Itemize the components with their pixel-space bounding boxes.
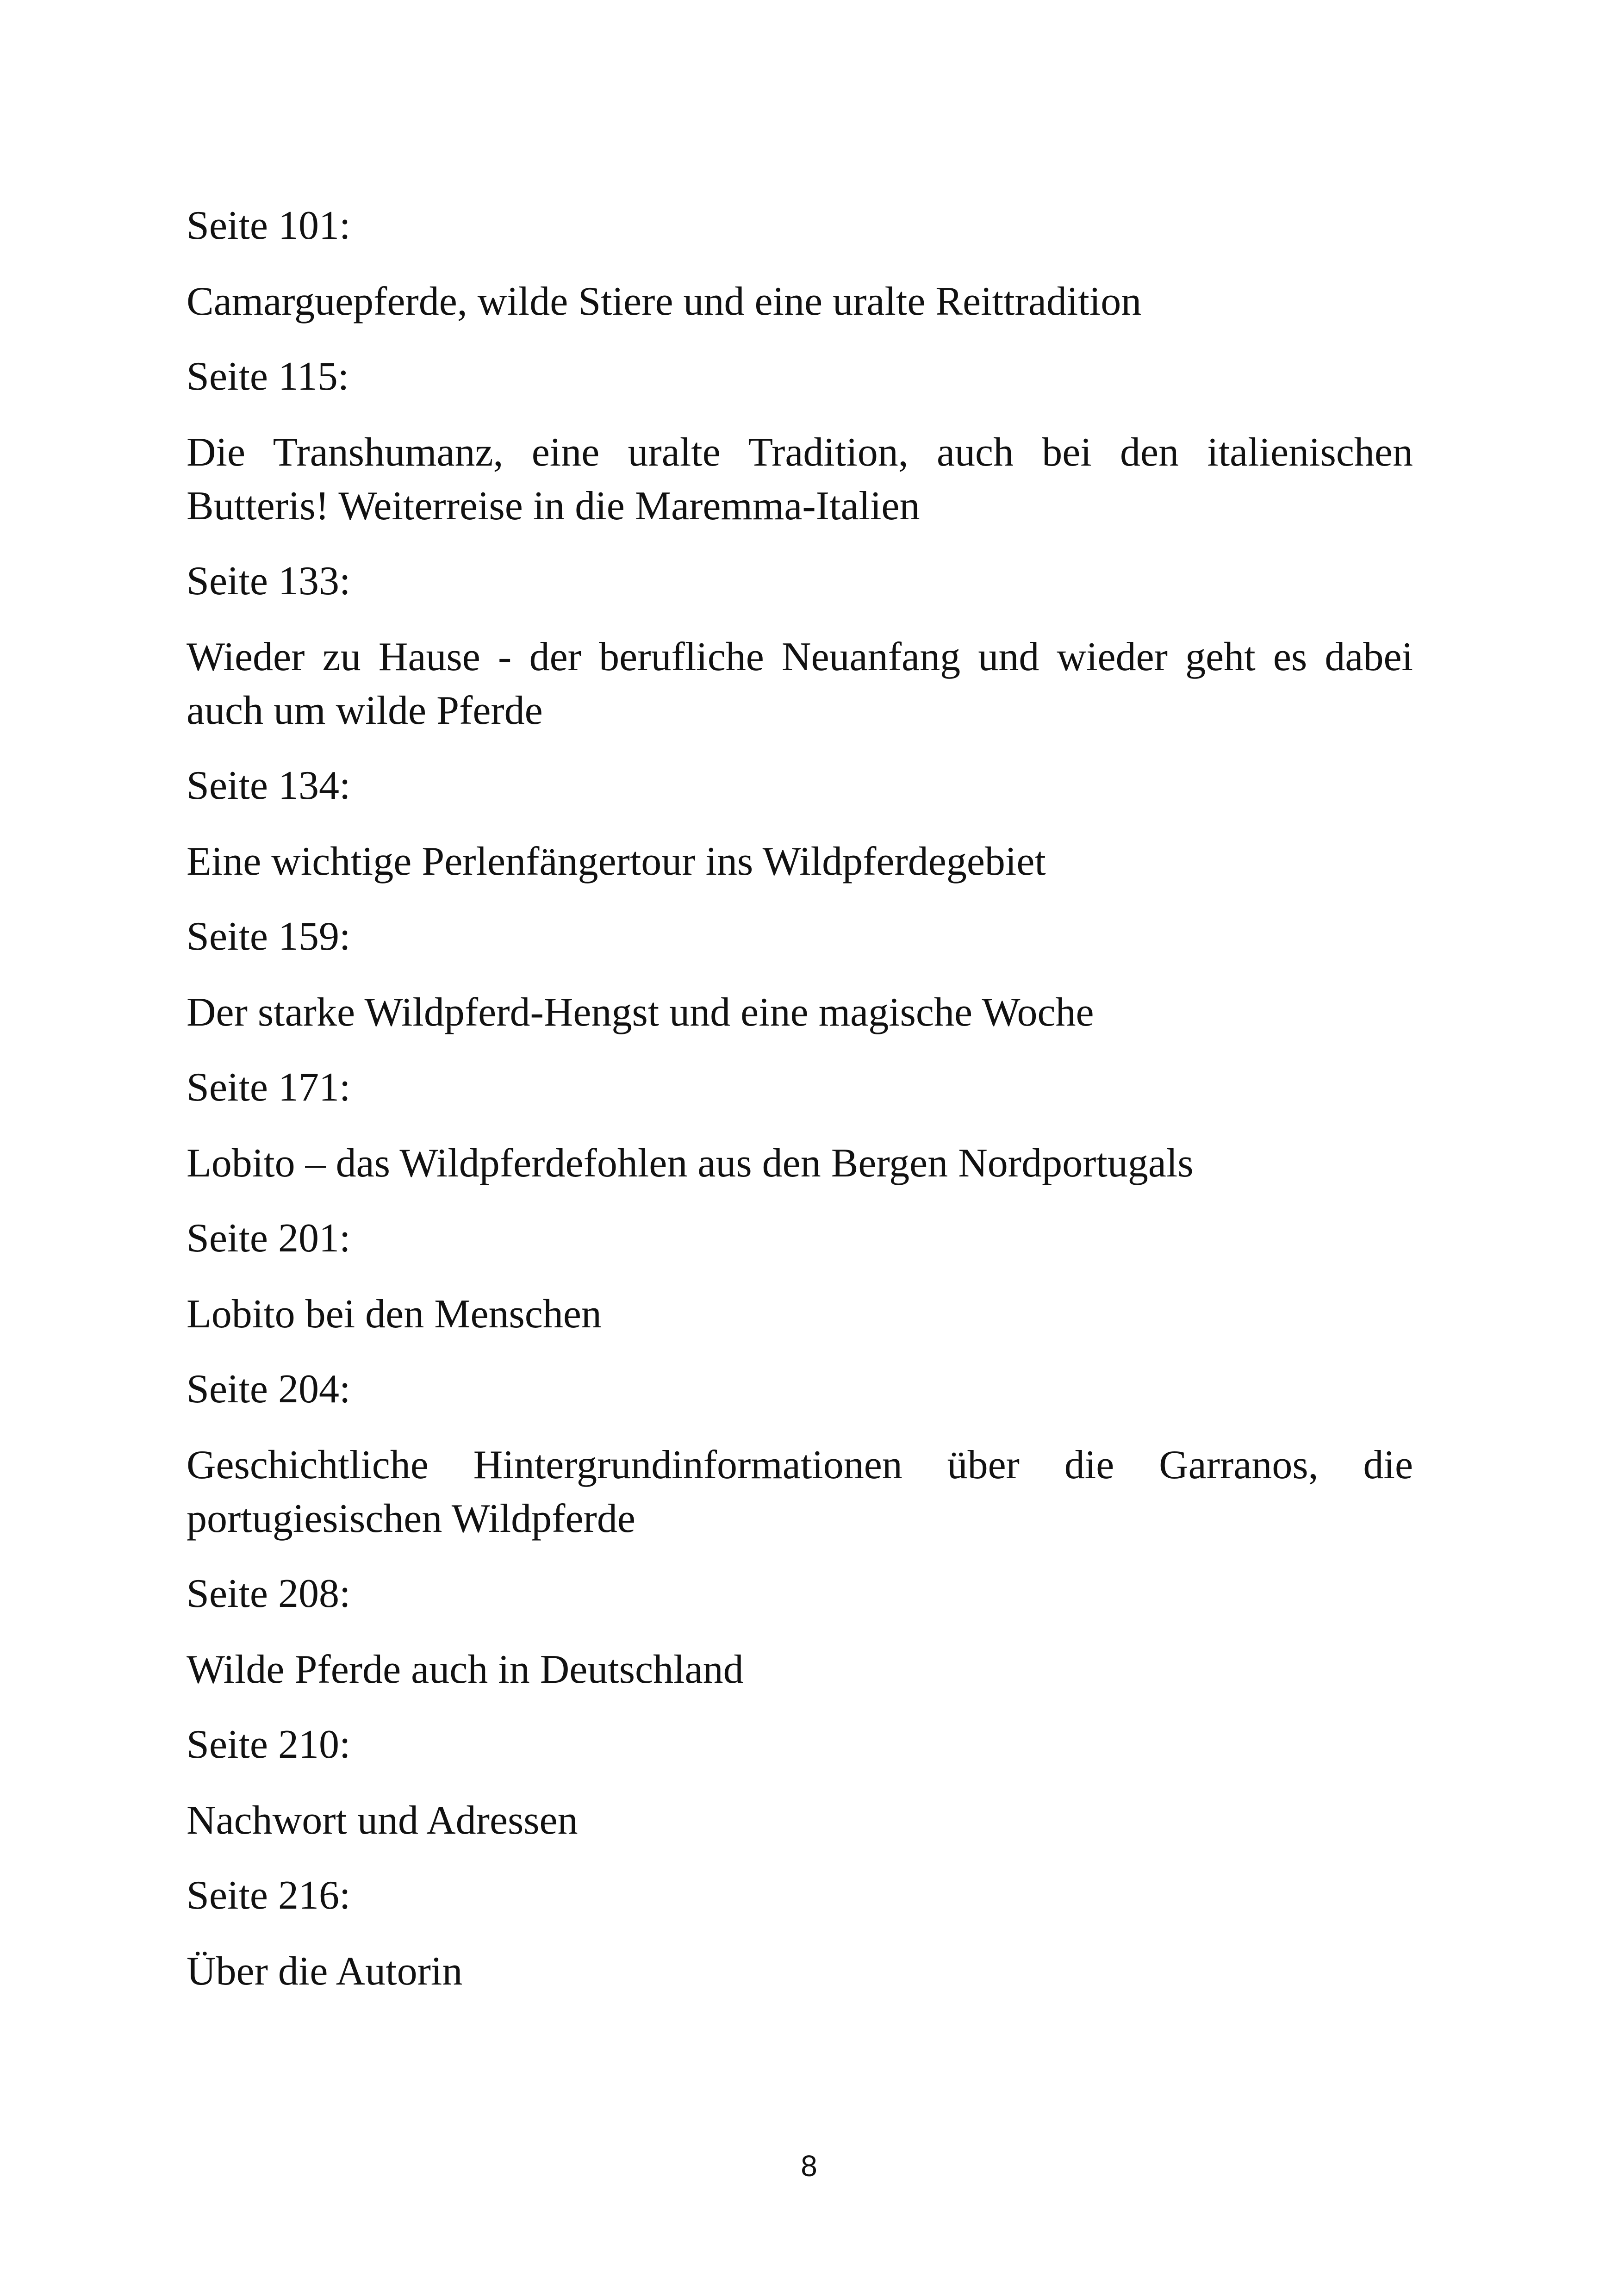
toc-chapter-title: Über die Autorin (187, 1949, 463, 1994)
toc-chapter-title: Der starke Wildpferd-Hengst und eine magische Woche (187, 990, 1094, 1035)
toc-chapter-title: Wilde Pferde auch in Deutschland (187, 1647, 744, 1692)
toc-chapter-title: Lobito – das Wildpferdefohlen aus den Bergen Nordportugals (187, 1141, 1194, 1186)
toc-page-reference: Seite 133: (187, 559, 351, 604)
toc-page-reference: Seite 171: (187, 1065, 351, 1110)
toc-chapter-title: Wieder zu Hause - der berufliche Neuanfang und wieder geht es dabei auch um wilde Pferde (187, 635, 1413, 733)
toc-entry (187, 554, 1413, 738)
toc-chapter-title: Nachwort und Adressen (187, 1798, 578, 1843)
toc-page-reference: Seite 204: (187, 1367, 351, 1412)
toc-chapter-title: Camarguepferde, wilde Stiere und eine uralte Reittradition (187, 279, 1142, 324)
toc-page-reference: Seite 201: (187, 1216, 351, 1261)
toc-page-reference: Seite 216: (187, 1873, 351, 1918)
toc-page-reference: Seite 208: (187, 1571, 351, 1616)
toc-entry (187, 910, 1413, 1039)
toc-chapter-title: Geschichtliche Hintergrundinformationen über die Garranos, die portugiesischen Wildpferde (187, 1443, 1413, 1541)
page-number: 8 (801, 2149, 817, 2183)
toc-entry (187, 1567, 1413, 1697)
toc-entry (187, 759, 1413, 889)
table-of-contents (187, 199, 1413, 2020)
toc-chapter-title: Lobito bei den Menschen (187, 1292, 602, 1337)
toc-chapter-title: Eine wichtige Perlenfängertour ins Wildpferdegebiet (187, 839, 1046, 884)
toc-entry (187, 1212, 1413, 1341)
toc-page-reference: Seite 101: (187, 203, 351, 248)
toc-page-reference: Seite 210: (187, 1722, 351, 1767)
toc-entry (187, 1718, 1413, 1848)
toc-page-reference: Seite 115: (187, 354, 349, 399)
toc-page-reference: Seite 159: (187, 914, 351, 959)
toc-entry (187, 1363, 1413, 1546)
toc-chapter-title: Die Transhumanz, eine uralte Tradition, auch bei den italienischen Butteris! Weiterreise in die Maremma-Italien (187, 430, 1413, 529)
toc-entry (187, 199, 1413, 329)
toc-entry (187, 1061, 1413, 1190)
toc-entry (187, 1869, 1413, 1998)
toc-entry (187, 350, 1413, 533)
toc-page-reference: Seite 134: (187, 763, 351, 808)
